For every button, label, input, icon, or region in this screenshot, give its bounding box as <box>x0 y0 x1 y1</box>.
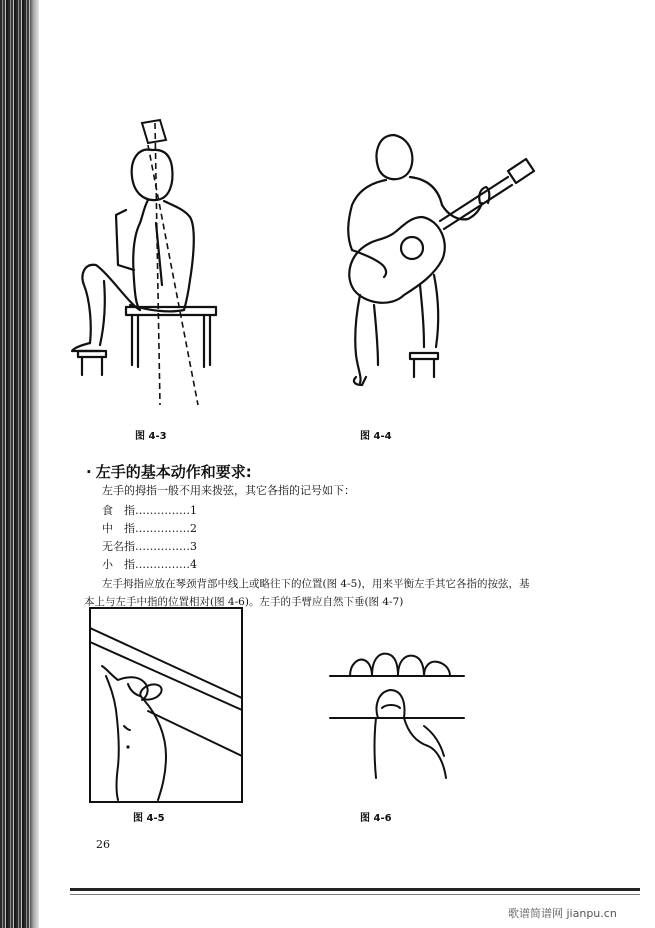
figure-4-5-caption: 图 4-5 <box>133 813 165 824</box>
paragraph-line-1: 左手拇指应放在琴颈背部中线上或略往下的位置(图 4-5)，用来平衡左手其它各指的按弦，基 <box>102 578 530 590</box>
finger-dots: …………… <box>135 504 190 517</box>
finger-number: 3 <box>190 540 197 553</box>
finger-dots: …………… <box>135 522 190 535</box>
finger-name: 中 指 <box>102 522 135 535</box>
figure-4-5-illustration <box>88 606 248 806</box>
paragraph-line-2: 本上与左手中指的位置相对(图 4-6)。左手的手臂应自然下垂(图 4-7) <box>84 596 404 608</box>
finger-name: 食 指 <box>102 504 135 517</box>
finger-row <box>102 556 197 572</box>
finger-row <box>102 502 197 518</box>
section-heading-text: 左手的基本动作和要求 <box>95 463 246 481</box>
book-binding-edge <box>0 0 30 928</box>
section-heading-colon: : <box>245 463 252 481</box>
binding-shadow <box>30 0 39 928</box>
page-number: 26 <box>96 838 110 851</box>
finger-number: 4 <box>190 558 197 571</box>
finger-number: 2 <box>190 522 197 535</box>
watermark-text: 歌谱简谱网 jianpu.cn <box>508 907 617 920</box>
finger-name: 无名指 <box>102 540 135 553</box>
figure-4-6-caption: 图 4-6 <box>360 813 392 824</box>
figure-4-3-illustration <box>60 105 240 415</box>
figure-4-4-illustration <box>330 125 550 390</box>
finger-dots: …………… <box>135 558 190 571</box>
bottom-rule-thin <box>70 894 640 895</box>
figure-4-6-illustration <box>328 646 468 786</box>
bottom-rule <box>70 888 640 891</box>
finger-dots: …………… <box>135 540 190 553</box>
bullet-icon: · <box>86 463 92 481</box>
finger-row <box>102 538 197 554</box>
finger-row <box>102 520 197 536</box>
finger-name: 小 指 <box>102 558 135 571</box>
figure-4-3-caption: 图 4-3 <box>135 431 167 442</box>
figure-4-4-caption: 图 4-4 <box>360 431 392 442</box>
finger-number: 1 <box>190 504 197 517</box>
section-heading <box>86 461 252 482</box>
intro-text: 左手的拇指一般不用来拨弦，其它各指的记号如下： <box>102 484 355 497</box>
